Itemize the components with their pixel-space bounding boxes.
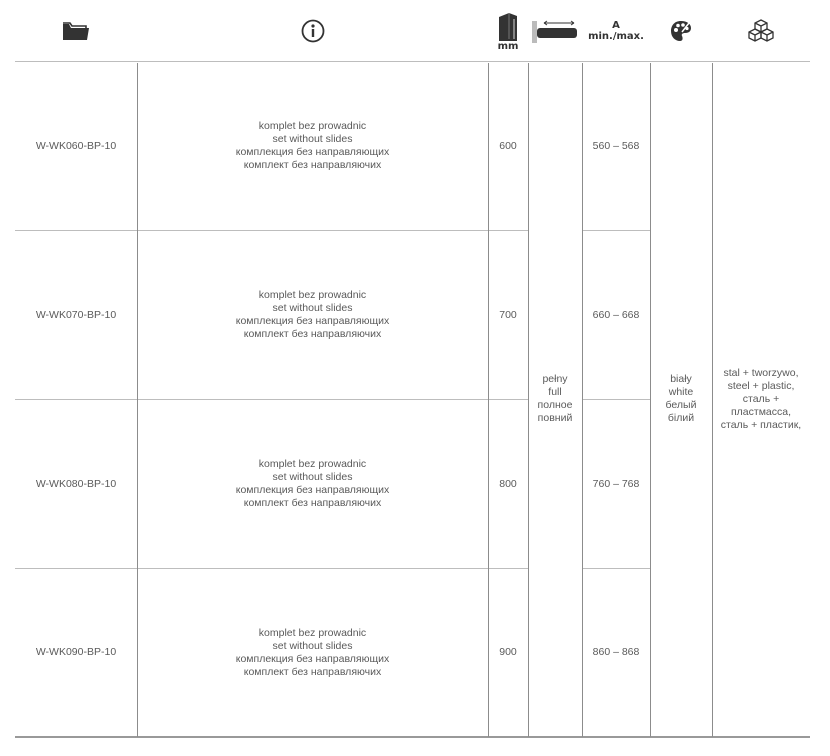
minmax-label: min./max. [588, 31, 644, 42]
table-row-length [488, 400, 528, 568]
length-value: 600 [499, 139, 517, 152]
table-row-code [15, 400, 137, 568]
product-code: W-WK070-BP-10 [35, 308, 117, 321]
desc-en: set without slides [272, 639, 353, 652]
folder-icon [62, 21, 90, 41]
table-row-code [15, 231, 137, 399]
table-row-length [488, 231, 528, 399]
color-ua: білий [667, 412, 695, 424]
extension-cell [528, 62, 582, 736]
length-value: 900 [499, 646, 517, 658]
desc-ua: комплект без направляючих [243, 665, 382, 678]
material-cubes-icon [746, 18, 776, 44]
material-line: steel + plastic, [727, 379, 795, 392]
color-cell [650, 62, 712, 736]
info-icon [301, 19, 325, 43]
desc-ru: комплекция без направляющих [235, 484, 390, 496]
table-row-desc [137, 231, 488, 399]
a-range-value: 760 – 768 [592, 477, 640, 490]
desc-en: set without slides [272, 133, 353, 145]
table-row-a [582, 569, 650, 736]
header-color [650, 0, 712, 62]
table-row-length [488, 569, 528, 736]
a-label: A [612, 20, 620, 31]
material-line: сталь + [742, 392, 780, 405]
desc-pl: komplet bez prowadnic [258, 626, 367, 639]
height-unit: mm [497, 40, 519, 52]
header-height [488, 0, 528, 62]
color-en: white [668, 386, 694, 398]
desc-ru: комплекция без направляющих [235, 652, 390, 665]
table-bottom [15, 736, 810, 738]
length-value: 800 [499, 477, 517, 490]
desc-pl: komplet bez prowadnic [258, 458, 367, 470]
desc-pl: komplet bez prowadnic [258, 120, 367, 132]
product-code: W-WK080-BP-10 [35, 477, 117, 490]
extension-en: full [548, 386, 562, 398]
desc-pl: komplet bez prowadnic [258, 289, 367, 301]
header-folder [15, 0, 137, 62]
a-range-value: 560 – 568 [592, 139, 640, 152]
table-row-a [582, 62, 650, 230]
extension-ru: полное [537, 399, 573, 411]
material-line: сталь + пластик, [720, 418, 802, 431]
table-row-desc [137, 569, 488, 736]
product-code: W-WK060-BP-10 [35, 139, 117, 152]
desc-en: set without slides [272, 302, 353, 314]
table-row-desc [137, 62, 488, 230]
extension-pl: pełny [542, 373, 568, 385]
color-ru: белый [665, 399, 697, 411]
palette-icon [669, 19, 693, 43]
material-line: пластмасса, [730, 405, 792, 418]
table-row-code [15, 569, 137, 736]
material-line: stal + tworzywo, [723, 366, 799, 379]
table-row-length [488, 62, 528, 230]
header-a [582, 0, 650, 62]
slide-length-icon [530, 18, 580, 44]
product-code: W-WK090-BP-10 [35, 646, 117, 658]
table-row-desc [137, 400, 488, 568]
material-cell [712, 62, 810, 736]
extension-ua: повний [537, 412, 573, 424]
desc-ua: комплект без направляючих [243, 497, 382, 509]
a-range-value: 860 – 868 [592, 646, 640, 658]
header-slide [528, 0, 582, 62]
a-range-value: 660 – 668 [592, 308, 640, 321]
table-row-a [582, 231, 650, 399]
desc-ua: комплект без направляючих [243, 328, 382, 340]
length-value: 700 [499, 308, 517, 321]
drawer-height-icon [497, 11, 519, 45]
color-pl: biały [670, 373, 692, 385]
desc-ua: комплект без направляючих [243, 159, 382, 171]
desc-ru: комплекция без направляющих [235, 315, 390, 327]
header-material [712, 0, 810, 62]
table-row-a [582, 400, 650, 568]
header-info [137, 0, 488, 62]
table-row-code [15, 62, 137, 230]
desc-ru: комплекция без направляющих [235, 146, 390, 158]
desc-en: set without slides [272, 471, 353, 483]
